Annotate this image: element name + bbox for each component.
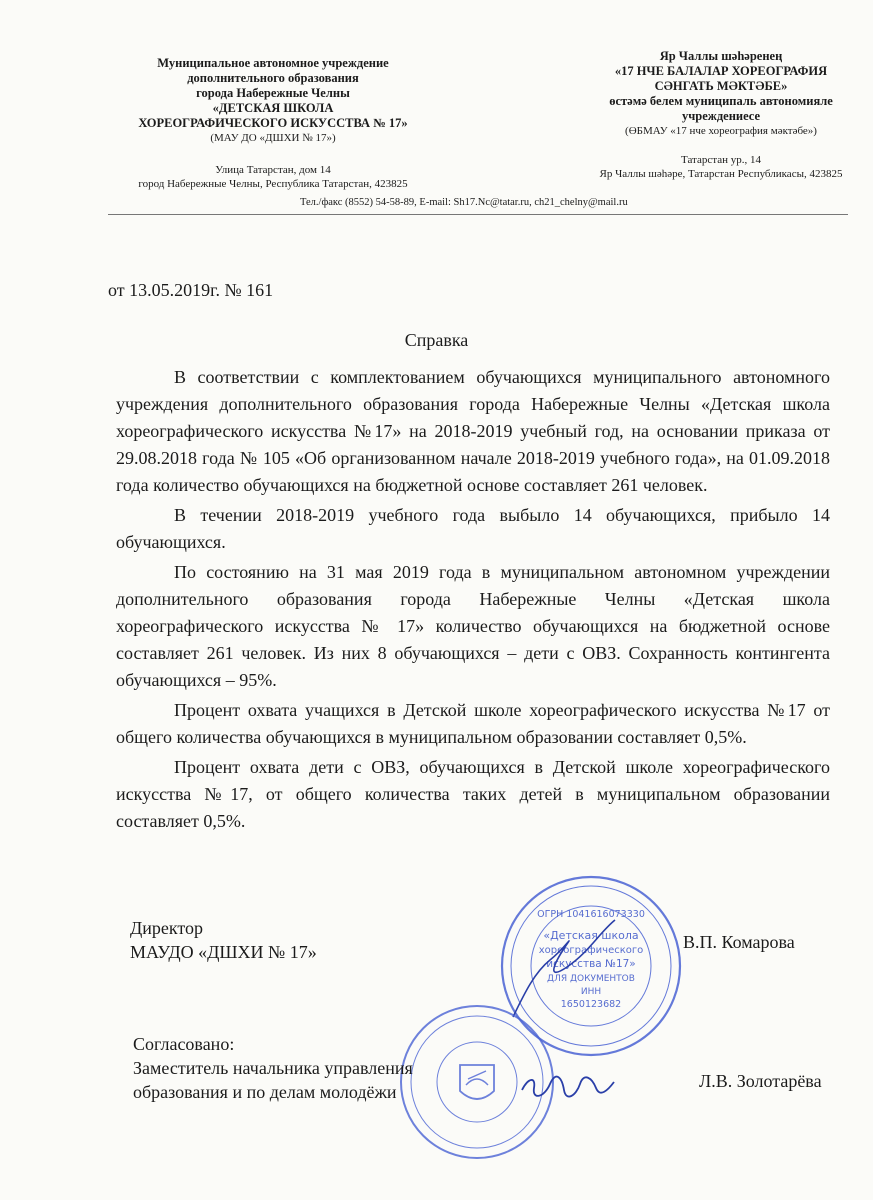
school-stamp-text: искусства №17» [546,958,636,970]
header-left-line: дополнительного образования [187,71,359,85]
header-right-line: Яр Чаллы шәһәренең [659,49,783,63]
body-paragraph: В соответствии с комплектованием обучающихся муниципального автономного учреждения дополнительного образования города Набережные Челны «Детская школа хореографического искусства №17» на 2018-2019 учебный год, на основании приказа от 29.08.2018 года № 105 «Об организованном начале 2018-2019 учебного года», на 01.09.2018 года количество обучающихся на бюджетной основе составляет 261 человек. [116,367,830,495]
agreed-label: Согласовано: [133,1034,235,1054]
body-paragraph: Процент охвата учащихся в Детской школе хореографического искусства №17 от общего количества обучающихся в муниципальном образовании составляет 0,5%. [116,700,830,747]
deputy-title: Заместитель начальника управления [133,1058,413,1078]
header-left-block [108,56,438,191]
director-block [130,916,317,964]
document-date-number: от 13.05.2019г. № 161 [108,280,274,300]
header-right-line: өстәмә белем муниципаль автономияле [609,94,833,108]
school-stamp-text: ДЛЯ ДОКУМЕНТОВ [547,974,635,984]
header-left-abbr: (МАУ ДО «ДШХИ № 17») [210,132,336,144]
director-title: Директор [130,918,204,938]
school-stamp-text: «Детская школа [543,929,639,942]
contacts-line: Тел./факс (8552) 54-58-89, E-mail: Sh17.Nc@tatar.ru, ch21_chelny@mail.ru [300,197,628,208]
body-paragraph: В течении 2018-2019 учебного года выбыло 14 обучающихся, прибыло 14 обучающихся. [116,505,830,552]
header-right-address: Татарстан ур., 14 [681,154,761,166]
deputy-name: Л.В. Золотарёва [699,1071,822,1091]
header-right-abbr: (ӨБМАУ «17 нче хореография мәктәбе») [625,125,817,137]
body-paragraph: По состоянию на 31 мая 2019 года в муниципальном автономном учреждении дополнительного образования города Набережные Челны «Детская школа хореографического искусства № 17» количество обучающихся на бюджетной основе составляет 261 человек. Из них 8 обучающихся – дети с ОВЗ. Сохранность контингента обучающихся – 95%. [116,562,830,690]
school-stamp-ogrn: ОГРН 1041616073330 [537,909,645,920]
body-paragraph: Процент охвата дети с ОВЗ, обучающихся в Детской школе хореографического искусства №17, от общего количества таких детей в муниципальном образовании составляет 0,5%. [116,757,830,831]
header-left-address: город Набережные Челны, Республика Татарстан, 423825 [138,178,408,190]
header-divider [108,214,848,215]
school-stamp-text: 1650123682 [560,999,622,1010]
header-right-block [580,49,862,181]
header-left-address: Улица Татарстан, дом 14 [215,164,331,176]
deputy-signature [518,1060,618,1110]
document-title: Справка [404,330,469,350]
header-right-line: «17 НЧЕ БАЛАЛАР ХОРЕОГРАФИЯ [614,64,828,78]
deputy-block [133,1032,413,1104]
header-left-line: «ДЕТСКАЯ ШКОЛА [212,101,334,115]
document-body [116,364,830,838]
director-title: МАУДО «ДШХИ № 17» [130,942,317,962]
header-left-line: Муниципальное автономное учреждение [157,56,389,70]
header-right-line: СӘНГАТЬ МӘКТӘБЕ» [654,79,788,93]
header-left-line: города Набережные Челны [196,86,350,100]
school-stamp-text: хореографического [538,945,644,956]
school-stamp-text: ИНН [580,987,602,997]
director-name: В.П. Комарова [683,932,795,952]
deputy-title: образования и по делам молодёжи [133,1082,397,1102]
header-left-line: ХОРЕОГРАФИЧЕСКОГО ИСКУССТВА № 17» [138,116,408,130]
header-right-address: Яр Чаллы шәһәре, Татарстан Республикасы, 423825 [599,168,843,180]
header-right-line: учреждениесе [681,109,761,123]
